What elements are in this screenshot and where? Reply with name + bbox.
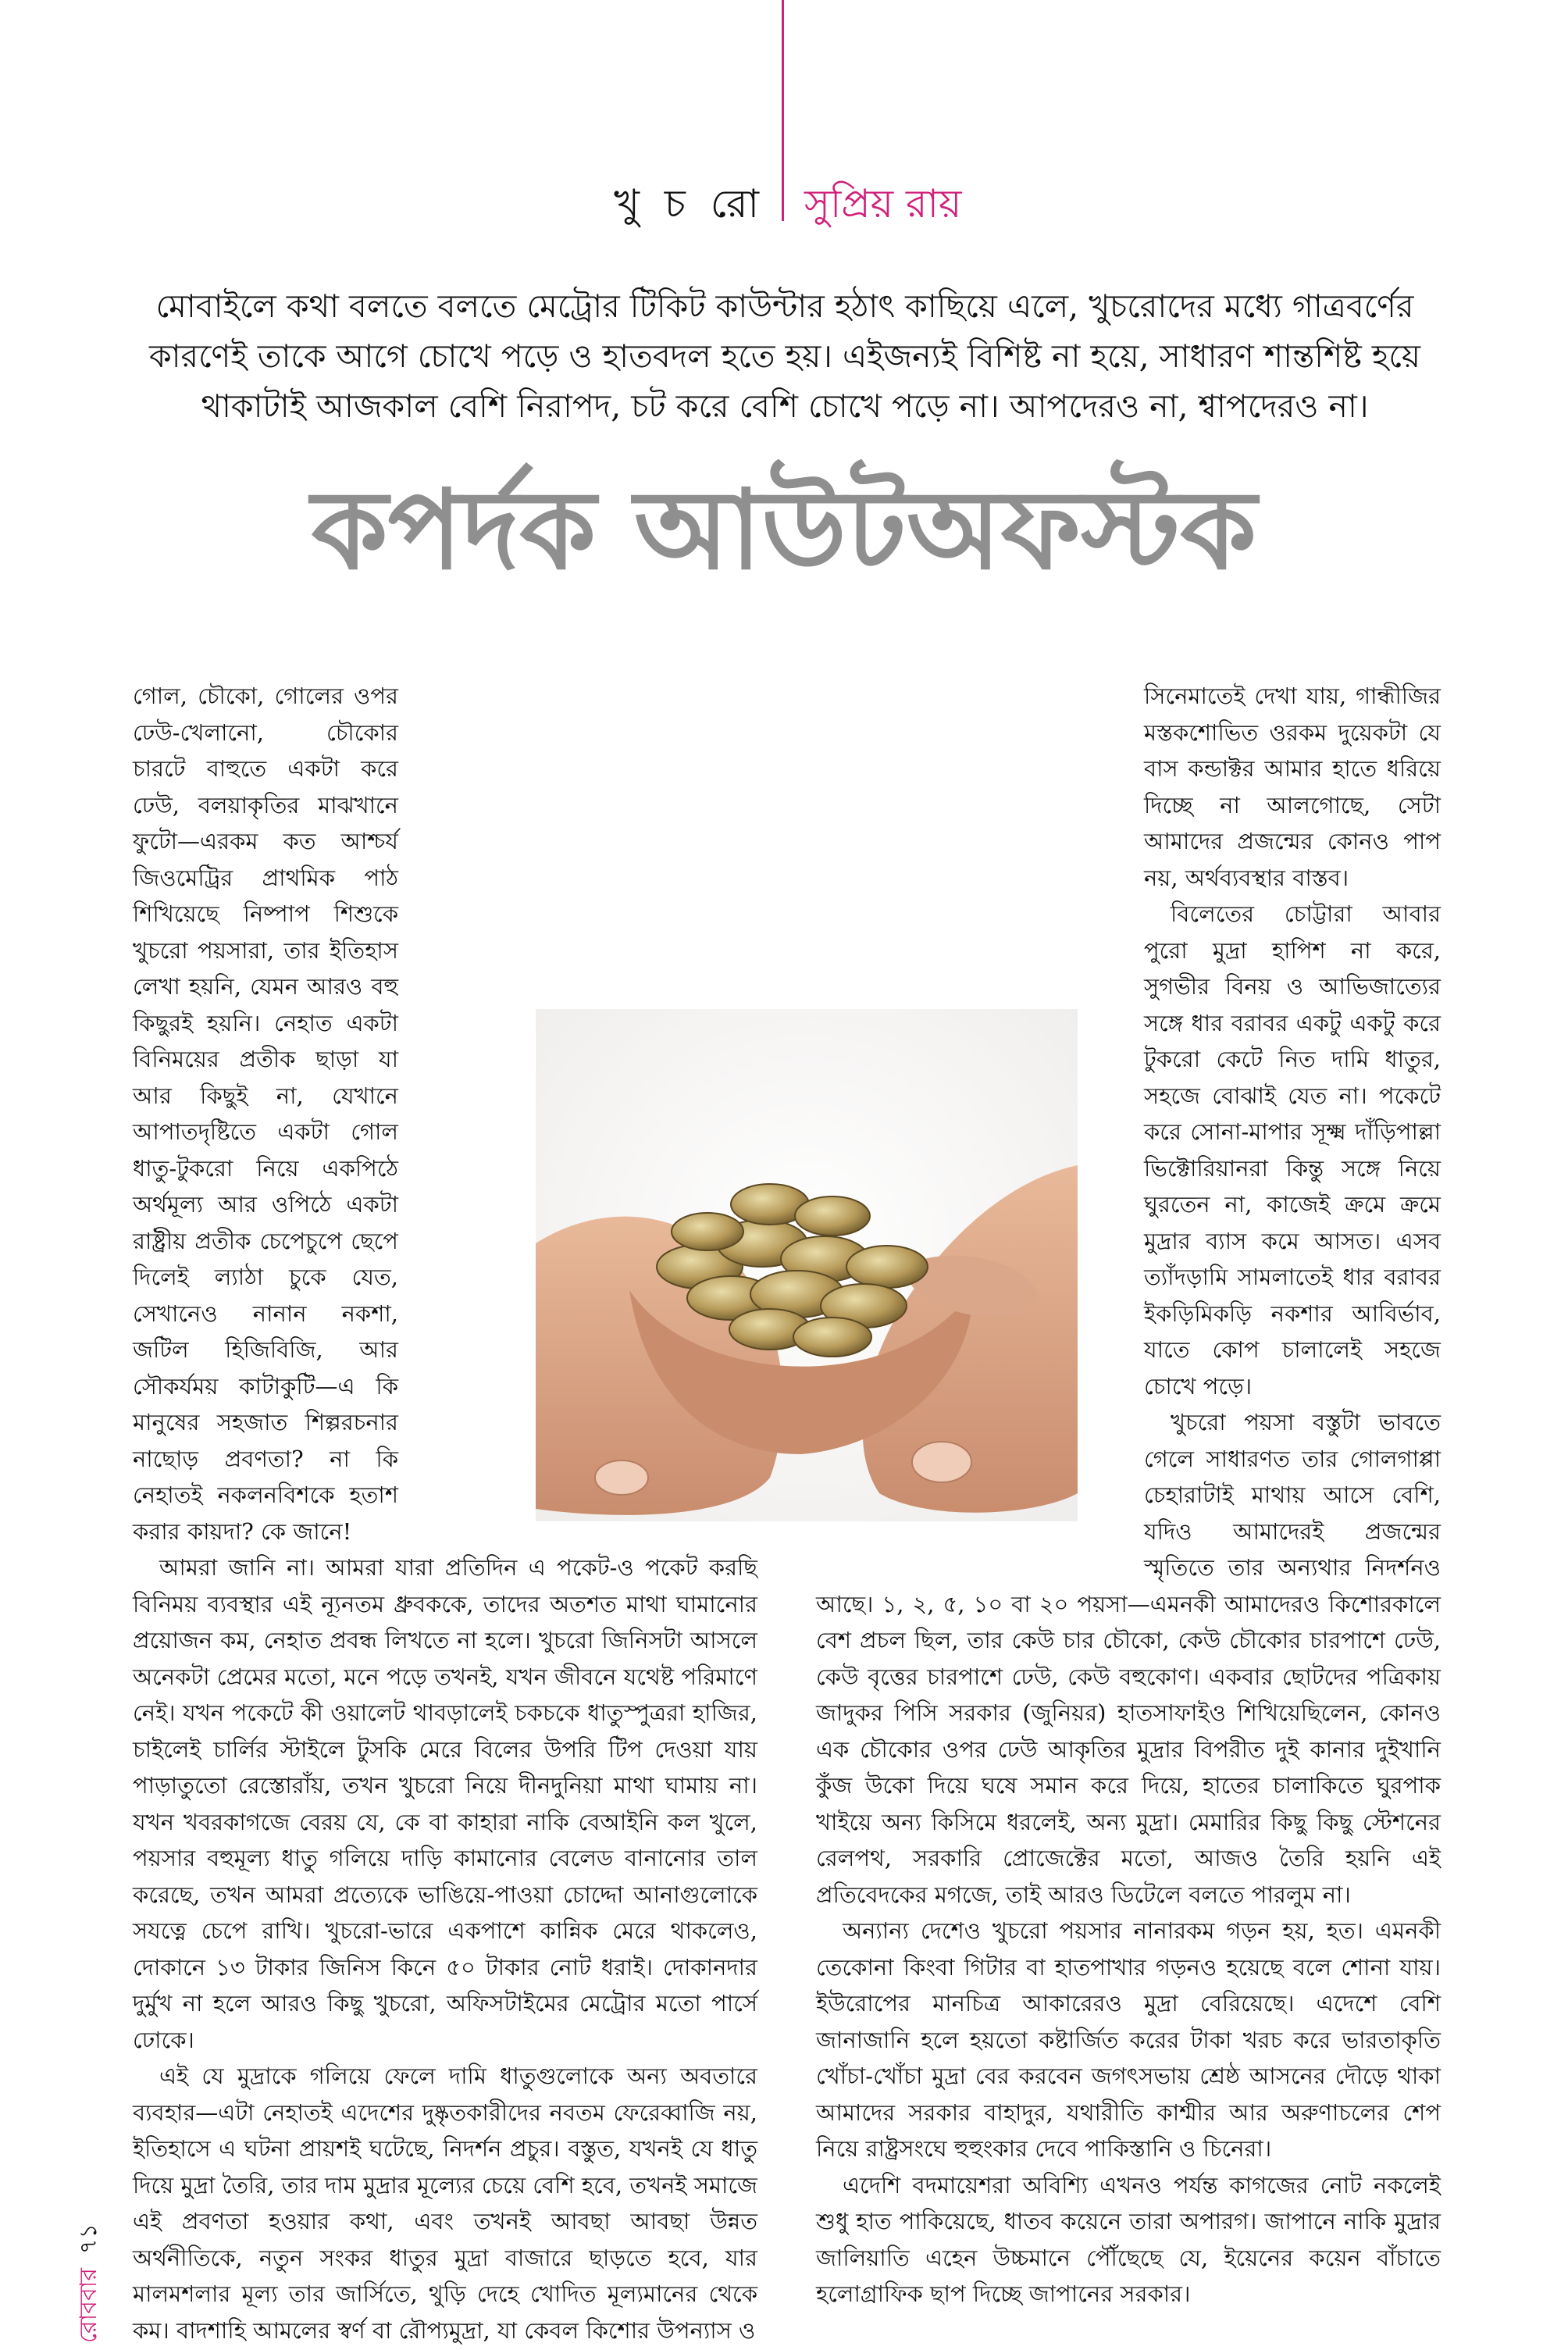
article-title: কপর্দক আউটঅফস্টক xyxy=(311,467,1257,594)
coins-in-hands-photo xyxy=(536,1009,1078,1521)
right-paragraph-3: খুচরো পয়সা বস্তুটা ভাবতে গেলে সাধারণত তার গোলগাপ্পা চেহারাটাই মাথায় আসে বেশি, যদিও আমাদেরই প্রজন্মের স্মৃতিতে তার অন্যথার নিদর্শনও আছে। ১, ২, ৫, ১০ বা ২০ পয়সা—এমনকী আমাদেরও কিশোরকালে বেশ প্রচল ছিল, তার কেউ চার চৌকো, কেউ চৌকোর চারপাশে ঢেউ, কেউ বৃত্তের চারপাশে ঢেউ, কেউ বহুকোণ। একবার ছোটদের পত্রিকায় জাদুকর পিসি সরকার (জুনিয়র) হাতসাফাইও শিখিয়েছিলেন, কোনও এক চৌকোর ওপর ঢেউ আকৃতির মুদ্রার বিপরীত দুই কানার দুইখানি কুঁজ উকো দিয়ে ঘষে সমান করে দিয়ে, হাতের চালাকিতে ঘুরপাক খাইয়ে অন্য কিসিমে ধরলেই, অন্য মুদ্রা। মেমারির কিছু কিছু স্টেশনের রেলপথ, সরকারি প্রোজেক্টের মতো, আজও তৈরি হয়নি এই প্রতিবেদকের মগজে, তাই আরও ডিটেলে বলতে পারলুম না। xyxy=(816,1409,1441,1908)
author-name: সুপ্রিয় রায় xyxy=(804,181,962,226)
page-number: ৭১ xyxy=(75,2223,102,2255)
left-paragraph-2: আমরা জানি না। আমরা যারা প্রতিদিন এ পকেট-ও পকেট করছি বিনিময় ব্যবস্থার এই ন্যূনতম ধ্রুবককে, তাদের অতশত মাথা ঘামানোর প্রয়োজন কম, নেহাত প্রবন্ধ লিখতে না হলে। খুচরো জিনিসটা আসলে অনেকটা প্রেমের মতো, মনে পড়ে তখনই, যখন জীবনে যথেষ্ট পরিমাণে নেই। যখন পকেটে কী ওয়ালেট থাবড়ালেই চকচকে ধাতুস্পুত্ররা হাজির, চাইলেই চার্লির স্টাইলে টুসকি মেরে বিলের উপরি টিপ দেওয়া যায় পাড়াতুতো রেস্তোরাঁয়, তখন খুচরো নিয়ে দীনদুনিয়া মাথা ঘামায় না। যখন খবরকাগজে বেরয় যে, কে বা কাহারা নাকি বেআইনি কল খুলে, পয়সার বহুমূল্য ধাতু গলিয়ে দাড়ি কামানোর বেলেড বানানোর তাল করেছে, তখন আমরা প্রত্যেকে ভাঙিয়ে-পাওয়া চোদ্দো আনাগুলোকে সযত্নে চেপে রাখি। খুচরো-ভারে একপাশে কান্নিক মেরে থাকলেও, দোকানে ১৩ টাকার জিনিস কিনে ৫০ টাকার নোট ধরাই। দোকানদার দুর্মুখ না হলে আরও কিছু খুচরো, অফিসটাইমের মেট্রোর মতো পার্সে ঢোকে। xyxy=(133,1554,757,2053)
column-header xyxy=(0,167,1568,237)
intro-standfirst: মোবাইলে কথা বলতে বলতে মেট্রোর টিকিট কাউন্টার হঠাৎ কাছিয়ে এলে, খুচরোদের মধ্যে গাত্রবর্ণের কারণেই তাকে আগে চোখে পড়ে ও হাতবদল হতে হয়। এইজন্যই বিশিষ্ট না হয়ে, সাধারণ শান্তশিষ্ট হয়ে থাকাটাই আজকাল বেশি নিরাপদ, চট করে বেশি চোখে পড়ে না। আপদেরও না, শ্বাপদেরও না। xyxy=(148,287,1421,425)
magazine-name: রোববার xyxy=(75,2268,102,2343)
right-paragraph-1: সিনেমাতেই দেখা যায়, গান্ধীজির মস্তকশোভিত ওরকম দুয়েকটা যে বাস কন্ডাক্টর আমার হাতে ধরিয়ে দিচ্ছে না আলগোছে, সেটা আমাদের প্রজন্মের কোনও পাপ নয়, অর্থব্যবস্থার বাস্তব। xyxy=(1144,683,1441,891)
right-paragraph-2: বিলেতের চোট্টারা আবার পুরো মুদ্রা হাপিশ না করে, সুগভীর বিনয় ও আভিজাত্যের সঙ্গে ধার বরাবর একটু একটু করে টুকরো কেটে নিত দামি ধাতুর, সহজে বোঝাই যেত না। পকেটে করে সোনা-মাপার সূক্ষ্ম দাঁড়িপাল্লা ভিক্টোরিয়ানরা কিন্তু সঙ্গে নিয়ে ঘুরতেন না, কাজেই ক্রমে ক্রমে মুদ্রার ব্যাস কমে আসত। এসব ত্যাঁদড়ামি সামলাতেই ধার বরাবর ইকড়িমিকড়ি নকশার আবির্ভাব, যাতে কোপ চালালেই সহজে চোখে পড়ে। xyxy=(1144,900,1441,1400)
right-paragraph-4: অন্যান্য দেশেও খুচরো পয়সার নানারকম গড়ন হয়, হত। এমনকী তেকোনা কিংবা গিটার বা হাতপাখার গড়নও হয়েছে বলে শোনা যায়। ইউরোপের মানচিত্র আকারেরও মুদ্রা বেরিয়েছে। এদেশে বেশি জানাজানি হলে হয়তো কষ্টার্জিত করের টাকা খরচ করে ভারতাকৃতি খোঁচা-খোঁচা মুদ্রা বের করবেন জগৎসভায় শ্রেষ্ঠ আসনের দৌড়ে থাকা আমাদের সরকার বাহাদুর, যথারীতি কাশ্মীর আর অরুণাচলের শেপ নিয়ে রাষ্ট্রসংঘে হুহুংকার দেবে পাকিস্তানি ও চিনেরা। xyxy=(816,1917,1441,2162)
left-paragraph-3: এই যে মুদ্রাকে গলিয়ে ফেলে দামি ধাতুগুলোকে অন্য অবতারে ব্যবহার—এটা নেহাতই এদেশের দুষ্কৃতকারীদের নবতম ফেরেব্বাজি নয়, ইতিহাসে এ ঘটনা প্রায়শই ঘটেছে, নিদর্শন প্রচুর। বস্তুত, যখনই যে ধাতু দিয়ে মুদ্রা তৈরি, তার দাম মুদ্রার মূল্যের চেয়ে বেশি হবে, তখনই সমাজে এই প্রবণতা হওয়ার কথা, এবং তখনই আবছা আবছা উন্নত অর্থনীতিকে, নতুন সংকর ধাতুর মুদ্রা বাজারে ছাড়তে হবে, যার মালমশলার মূল্য তার জার্সিতে, থুড়ি দেহে খোদিত মূল্যমানের থেকে কম। বাদশাহি আমলের স্বর্ণ বা রৌপ্যমুদ্রা, যা কেবল কিশোর উপন্যাস ও xyxy=(133,2063,757,2344)
right-paragraph-5: এদেশি বদমায়েশরা অবিশ্যি এখনও পর্যন্ত কাগজের নোট নকলেই শুধু হাত পাকিয়েছে, ধাতব কয়েনে তারা অপারগ। জাপানে নাকি মুদ্রার জালিয়াতি এহেন উচ্চমানে পৌঁছেছে যে, ইয়েনের কয়েন বাঁচাতে হলোগ্রাফিক ছাপ দিচ্ছে জাপানের সরকার। xyxy=(816,2171,1441,2307)
column-name: খু চ রো xyxy=(614,181,765,226)
left-paragraph-1: গোল, চৌকো, গোলের ওপর ঢেউ-খেলানো, চৌকোর চারটে বাহুতে একটা করে ঢেউ, বলয়াকৃতির মাঝখানে ফুটো—এরকম কত আশ্চর্য জিওমেট্রির প্রাথমিক পাঠ শিখিয়েছে নিষ্পাপ শিশুকে খুচরো পয়সারা, তার ইতিহাস লেখা হয়নি, যেমন আরও বহু কিছুরই হয়নি। নেহাত একটা বিনিময়ের প্রতীক ছাড়া যা আর কিছুই না, যেখানে আপাতদৃষ্টিতে একটা গোল ধাতু-টুকরো নিয়ে একপিঠে অর্থমূল্য আর ওপিঠে একটা রাষ্ট্রীয় প্রতীক চেপেচুপে ছেপে দিলেই ল্যাঠা চুকে যেত, সেখানেও নানান নকশা, জটিল হিজিবিজি, আর সৌকর্যময় কাটাকুটি—এ কি মানুষের সহজাত শিল্পরচনার নাছোড় প্রবণতা? না কি নেহাতই নকলনবিশকে হতাশ করার কায়দা? কে জানে! xyxy=(133,683,398,1545)
page-footer xyxy=(66,2171,112,2343)
